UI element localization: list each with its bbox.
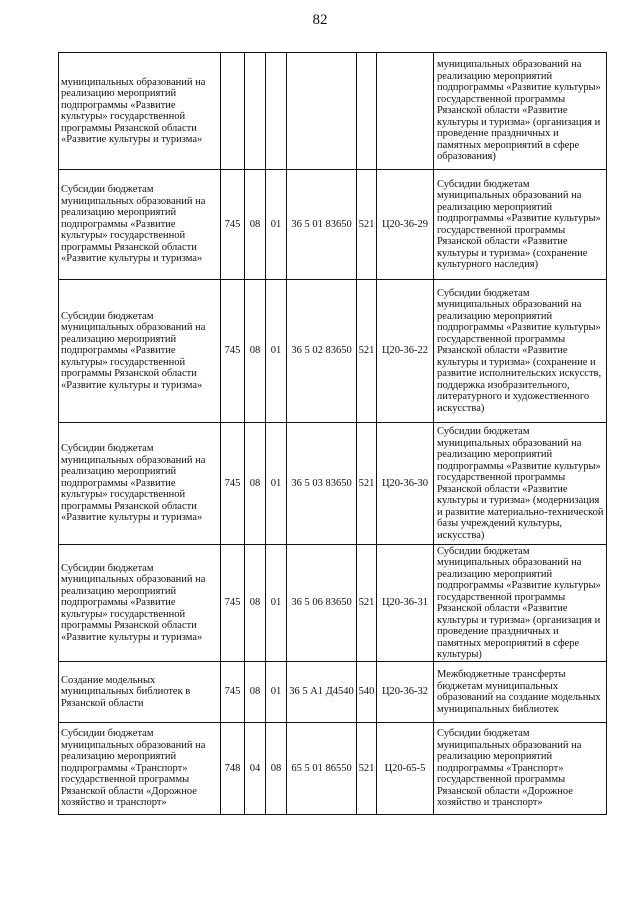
cell-description: Субсидии бюджетам муниципальных образований на реализацию мероприятий подпрограммы «Развитие культуры» государственной программы Рязанской области «Развитие культуры и туризма» (модернизация и развитие материально-технической базы учреждений культуры, искусства) [434, 423, 607, 545]
cell-target-article [287, 53, 357, 170]
table-row [59, 280, 607, 423]
cell-code: Ц20-36-30 [377, 423, 434, 545]
cell-section: 04 [245, 723, 266, 815]
cell-code: Ц20-36-29 [377, 170, 434, 280]
cell-subsection: 01 [266, 423, 287, 545]
cell-section: 08 [245, 545, 266, 662]
cell-subsection: 01 [266, 170, 287, 280]
cell-name: Субсидии бюджетам муниципальных образований на реализацию мероприятий подпрограммы «Развитие культуры» государственной программы Рязанской области «Развитие культуры и туризма» [59, 545, 221, 662]
cell-section: 08 [245, 423, 266, 545]
cell-admin-code: 745 [221, 170, 245, 280]
cell-description: муниципальных образований на реализацию мероприятий подпрограммы «Развитие культуры» государственной программы Рязанской области «Развитие культуры и туризма» (организация и проведение праздничных и памятных мероприятий в сфере образования) [434, 53, 607, 170]
cell-description: Межбюджетные трансферты бюджетам муниципальных образований на создание модельных муниципальных библиотек [434, 662, 607, 723]
cell-section: 08 [245, 280, 266, 423]
cell-subsection [266, 53, 287, 170]
table-row [59, 662, 607, 723]
budget-table [58, 52, 607, 815]
cell-expense-type: 521 [357, 170, 377, 280]
cell-name: Субсидии бюджетам муниципальных образований на реализацию мероприятий подпрограммы «Развитие культуры» государственной программы Рязанской области «Развитие культуры и туризма» [59, 170, 221, 280]
cell-target-article: 36 5 А1 Д4540 [287, 662, 357, 723]
cell-expense-type: 521 [357, 723, 377, 815]
page-number: 82 [312, 12, 328, 28]
cell-target-article: 36 5 01 83650 [287, 170, 357, 280]
cell-target-article: 65 5 01 86550 [287, 723, 357, 815]
cell-expense-type [357, 53, 377, 170]
cell-name: муниципальных образований на реализацию мероприятий подпрограммы «Развитие культуры» государственной программы Рязанской области «Развитие культуры и туризма» [59, 53, 221, 170]
cell-target-article: 36 5 03 83650 [287, 423, 357, 545]
cell-target-article: 36 5 06 83650 [287, 545, 357, 662]
cell-admin-code: 745 [221, 545, 245, 662]
table-row [59, 423, 607, 545]
cell-name: Создание модельных муниципальных библиотек в Рязанской области [59, 662, 221, 723]
cell-section: 08 [245, 662, 266, 723]
cell-section [245, 53, 266, 170]
cell-expense-type: 521 [357, 423, 377, 545]
cell-name: Субсидии бюджетам муниципальных образований на реализацию мероприятий подпрограммы «Развитие культуры» государственной программы Рязанской области «Развитие культуры и туризма» [59, 423, 221, 545]
cell-admin-code: 745 [221, 662, 245, 723]
cell-name: Субсидии бюджетам муниципальных образований на реализацию мероприятий подпрограммы «Транспорт» государственной программы Рязанской области «Дорожное хозяйство и транспорт» [59, 723, 221, 815]
cell-admin-code [221, 53, 245, 170]
table-row [59, 545, 607, 662]
cell-name: Субсидии бюджетам муниципальных образований на реализацию мероприятий подпрограммы «Развитие культуры» государственной программы Рязанской области «Развитие культуры и туризма» [59, 280, 221, 423]
cell-description: Субсидии бюджетам муниципальных образований на реализацию мероприятий подпрограммы «Развитие культуры» государственной программы Рязанской области «Развитие культуры и туризма» (сохранение и развитие исполнительских искусств, поддержка изобразительного, литературного и художественного искусства) [434, 280, 607, 423]
cell-code: Ц20-36-31 [377, 545, 434, 662]
cell-description: Субсидии бюджетам муниципальных образований на реализацию мероприятий подпрограммы «Развитие культуры» государственной программы Рязанской области «Развитие культуры и туризма» (организация и проведение праздничных и памятных мероприятий в сфере культуры) [434, 545, 607, 662]
cell-target-article: 36 5 02 83650 [287, 280, 357, 423]
cell-admin-code: 745 [221, 280, 245, 423]
table-body [59, 53, 607, 815]
cell-admin-code: 748 [221, 723, 245, 815]
cell-section: 08 [245, 170, 266, 280]
table-row [59, 723, 607, 815]
table-row [59, 53, 607, 170]
cell-admin-code: 745 [221, 423, 245, 545]
cell-subsection: 08 [266, 723, 287, 815]
cell-description: Субсидии бюджетам муниципальных образований на реализацию мероприятий подпрограммы «Развитие культуры» государственной программы Рязанской области «Развитие культуры и туризма» (сохранение культурного наследия) [434, 170, 607, 280]
cell-expense-type: 521 [357, 280, 377, 423]
table-row [59, 170, 607, 280]
cell-code [377, 53, 434, 170]
budget-table-container [58, 52, 606, 822]
cell-subsection: 01 [266, 545, 287, 662]
cell-subsection: 01 [266, 662, 287, 723]
cell-code: Ц20-36-22 [377, 280, 434, 423]
cell-expense-type: 521 [357, 545, 377, 662]
cell-expense-type: 540 [357, 662, 377, 723]
cell-code: Ц20-65-5 [377, 723, 434, 815]
cell-subsection: 01 [266, 280, 287, 423]
cell-code: Ц20-36-32 [377, 662, 434, 723]
cell-description: Субсидии бюджетам муниципальных образований на реализацию мероприятий подпрограммы «Транспорт» государственной программы Рязанской области «Дорожное хозяйство и транспорт» [434, 723, 607, 815]
